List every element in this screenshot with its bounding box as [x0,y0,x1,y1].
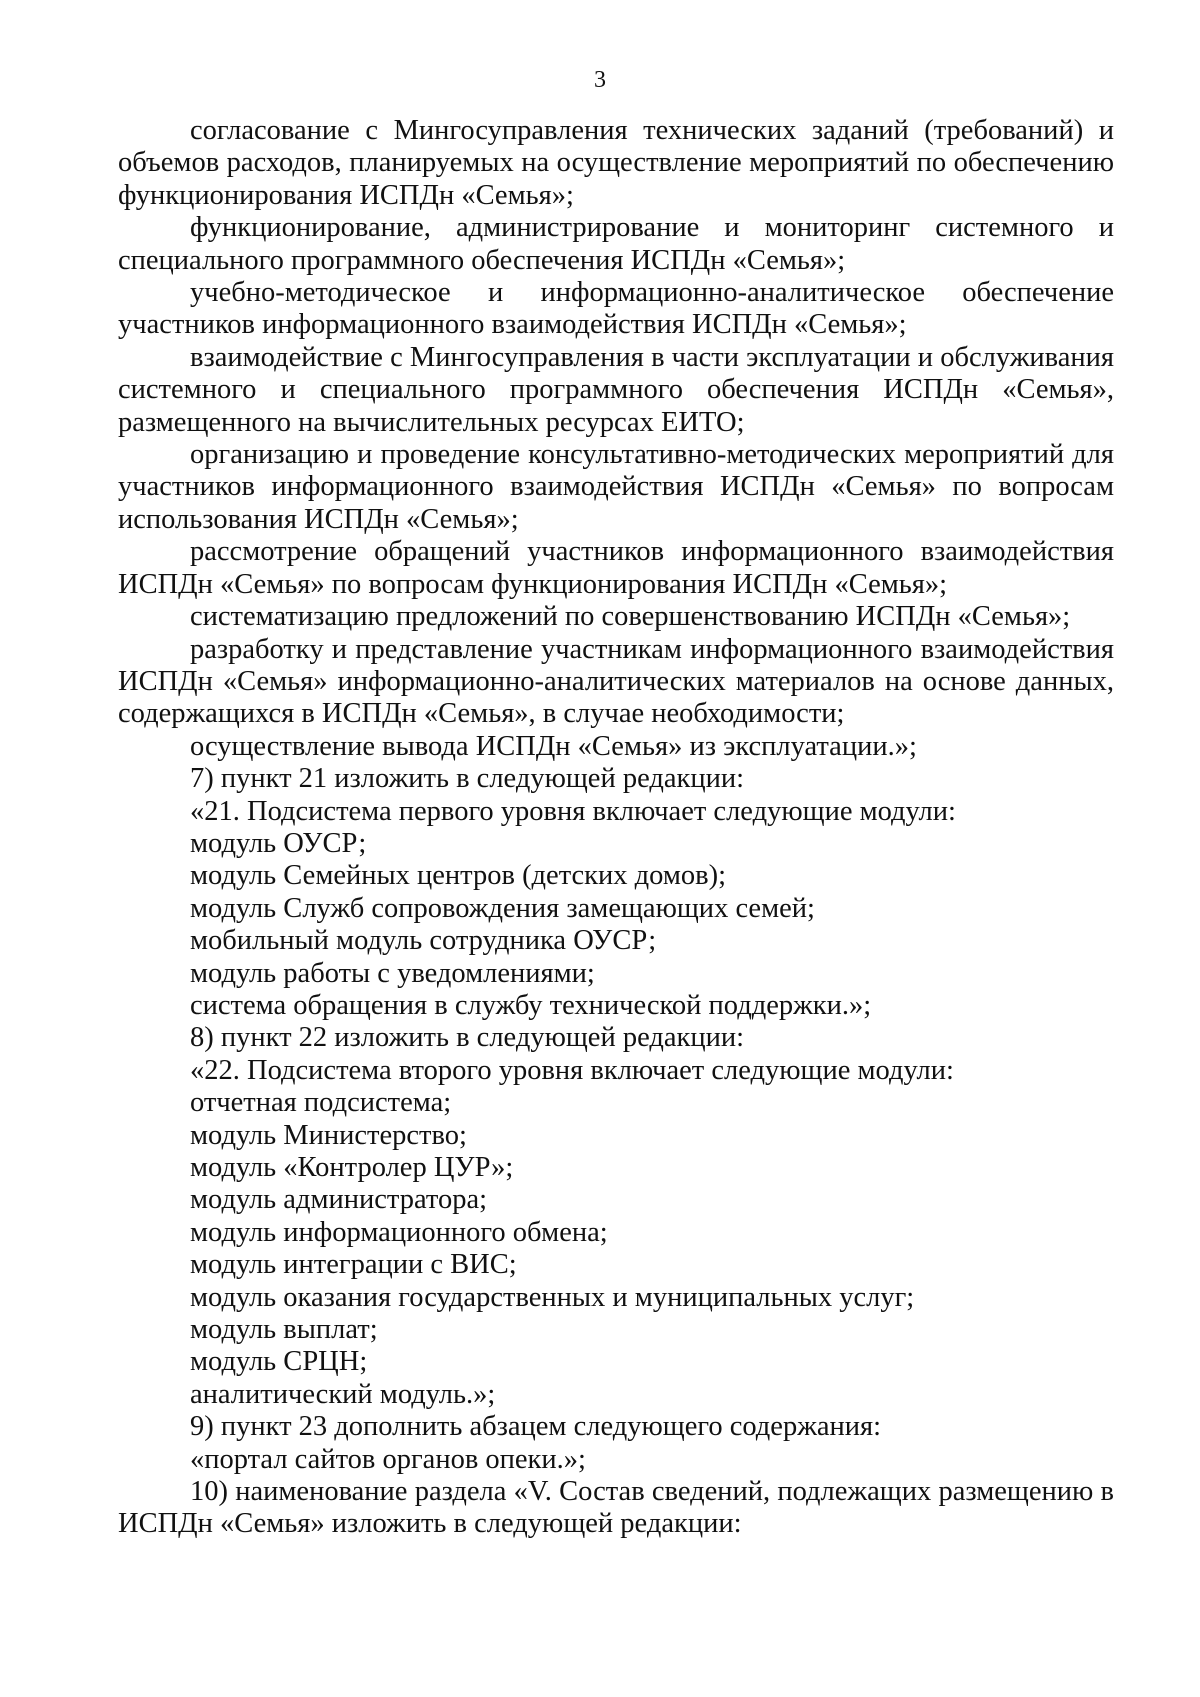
paragraph: 10) наименование раздела «V. Состав сведений, подлежащих размещению в ИСПДн «Семья» изложить в следующей редакции: [118,1476,1114,1540]
paragraph: учебно-методическое и информационно-аналитическое обеспечение участников информационного взаимодействия ИСПДн «Семья»; [118,277,1114,341]
paragraph: разработку и представление участникам информационного взаимодействия ИСПДн «Семья» информационно-аналитических материалов на основе данных, содержащихся в ИСПДн «Семья», в случае необходимости; [118,633,1114,730]
paragraph: модуль Семейных центров (детских домов); [190,860,726,892]
paragraph: согласование с Мингосуправления технических заданий (требований) и объемов расходов, планируемых на осуществление мероприятий по обеспечению функционирования ИСПДн «Семья»; [118,115,1114,211]
paragraph: модуль ОУСР; [190,827,367,859]
paragraph: осуществление вывода ИСПДн «Семья» из эксплуатации.»; [190,730,917,762]
paragraph: модуль «Контролер ЦУР»; [190,1152,514,1183]
paragraph: отчетная подсистема; [190,1087,452,1119]
paragraph: мобильный модуль сотрудника ОУСР; [190,925,657,957]
paragraph: модуль интеграции с ВИС; [190,1249,517,1281]
paragraph: модуль администратора; [190,1184,488,1216]
paragraph: 8) пункт 22 изложить в следующей редакции: [190,1022,745,1054]
paragraph: 7) пункт 21 изложить в следующей редакции: [190,763,745,795]
paragraph: модуль СРЦН; [190,1346,368,1378]
paragraph: 9) пункт 23 дополнить абзацем следующего содержания: [190,1411,882,1443]
paragraph: модуль Служб сопровождения замещающих семей; [190,892,815,924]
paragraph: модуль Министерство; [190,1119,467,1151]
paragraph: аналитический модуль.»; [190,1378,496,1410]
paragraph: модуль оказания государственных и муниципальных услуг; [190,1281,915,1313]
paragraph: «21. Подсистема первого уровня включает следующие модули: [190,795,956,827]
paragraph: систематизацию предложений по совершенствованию ИСПДн «Семья»; [190,601,1071,633]
paragraph: «22. Подсистема второго уровня включает следующие модули: [190,1054,954,1086]
document-body [118,115,1114,1541]
paragraph: система обращения в службу технической поддержки.»; [190,989,872,1021]
paragraph: взаимодействие с Мингосуправления в части эксплуатации и обслуживания системного и специального программного обеспечения ИСПДн «Семья», размещенного на вычислительных ресурсах ЕИТО; [118,341,1114,438]
paragraph: модуль информационного обмена; [190,1216,608,1248]
paragraph: функционирование, администрирование и мониторинг системного и специального программного обеспечения ИСПДн «Семья»; [118,212,1114,276]
paragraph: рассмотрение обращений участников информационного взаимодействия ИСПДн «Семья» по вопросам функционирования ИСПДн «Семья»; [118,536,1114,600]
paragraph: «портал сайтов органов опеки.»; [190,1443,586,1475]
paragraph: модуль работы с уведомлениями; [190,957,595,989]
paragraph: модуль выплат; [190,1314,378,1346]
page-number: 3 [594,67,606,93]
paragraph: организацию и проведение консультативно-методических мероприятий для участников информационного взаимодействия ИСПДн «Семья» по вопросам использования ИСПДн «Семья»; [118,439,1114,535]
